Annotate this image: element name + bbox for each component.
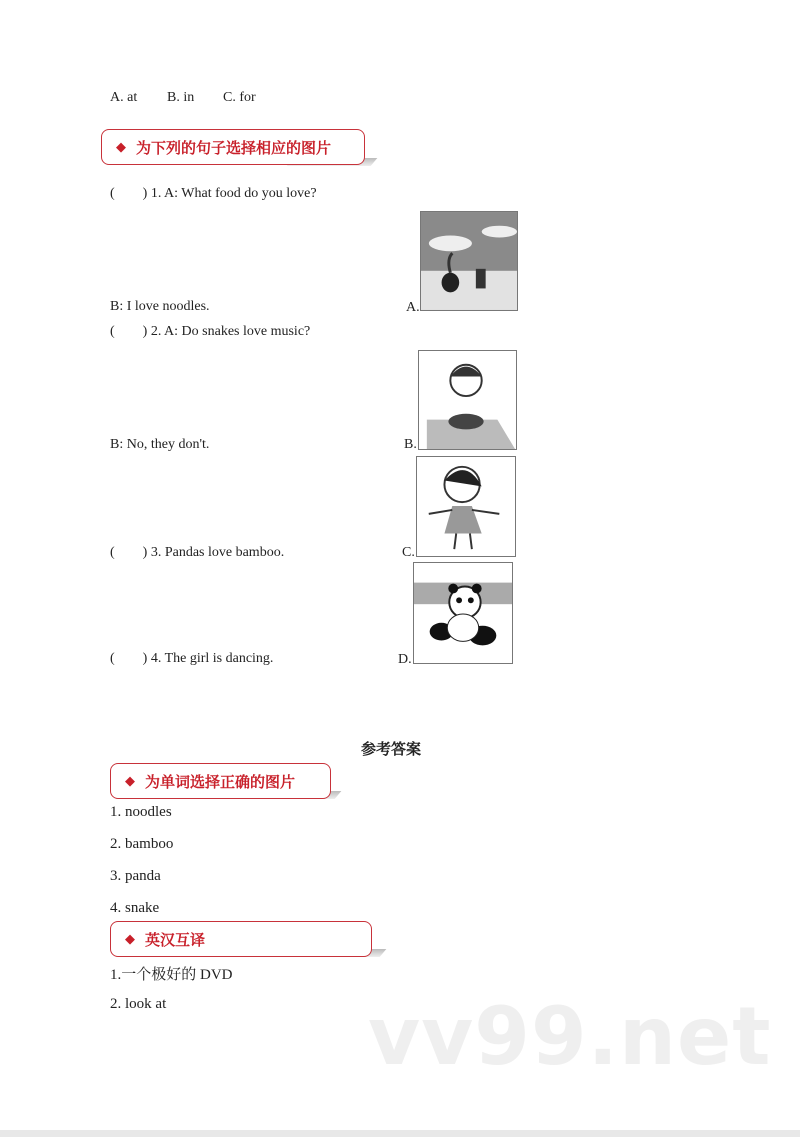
picture-panda: [413, 562, 513, 664]
picture-girl-dancing: [416, 456, 516, 557]
section-banner: [101, 129, 365, 165]
answers-banner-1: [110, 763, 331, 799]
picture-label-a: A.: [406, 300, 420, 315]
option-b: B. in: [167, 90, 195, 105]
question-1b: B: I love noodles.: [110, 299, 210, 314]
question-1a: ( ) 1. A: What food do you love?: [110, 186, 317, 201]
answer-item: 1.一个极好的 DVD: [110, 967, 233, 983]
question-3: ( ) 3. Pandas love bamboo.: [110, 545, 285, 560]
answer-item: 2. bamboo: [110, 836, 174, 852]
watermark: vv99.net: [368, 990, 772, 1083]
answer-item: 4. snake: [110, 900, 160, 916]
section-title: 为单词选择正确的图片: [145, 772, 296, 791]
answers-banner-2: [110, 921, 372, 957]
diamond-icon: ◆: [125, 931, 135, 947]
picture-noodles-man: [420, 211, 518, 311]
section-title: 为下列的句子选择相应的图片: [136, 138, 332, 157]
question-2a: ( ) 2. A: Do snakes love music?: [110, 324, 311, 339]
diamond-icon: ◆: [116, 139, 126, 155]
answer-item: 3. panda: [110, 868, 161, 884]
answers-heading: 参考答案: [361, 740, 422, 758]
question-2b: B: No, they don't.: [110, 437, 210, 452]
picture-label-d: D.: [398, 652, 412, 667]
question-4: ( ) 4. The girl is dancing.: [110, 651, 274, 666]
picture-label-c: C.: [402, 545, 415, 560]
picture-label-b: B.: [404, 437, 417, 452]
section-title: 英汉互译: [145, 930, 206, 949]
answer-item: 1. noodles: [110, 804, 172, 820]
diamond-icon: ◆: [125, 773, 135, 789]
option-c: C. for: [223, 90, 256, 105]
picture-girl-eating: [418, 350, 517, 450]
page-edge: [0, 1130, 800, 1137]
option-a: A. at: [110, 90, 138, 105]
answer-item: 2. look at: [110, 996, 167, 1012]
